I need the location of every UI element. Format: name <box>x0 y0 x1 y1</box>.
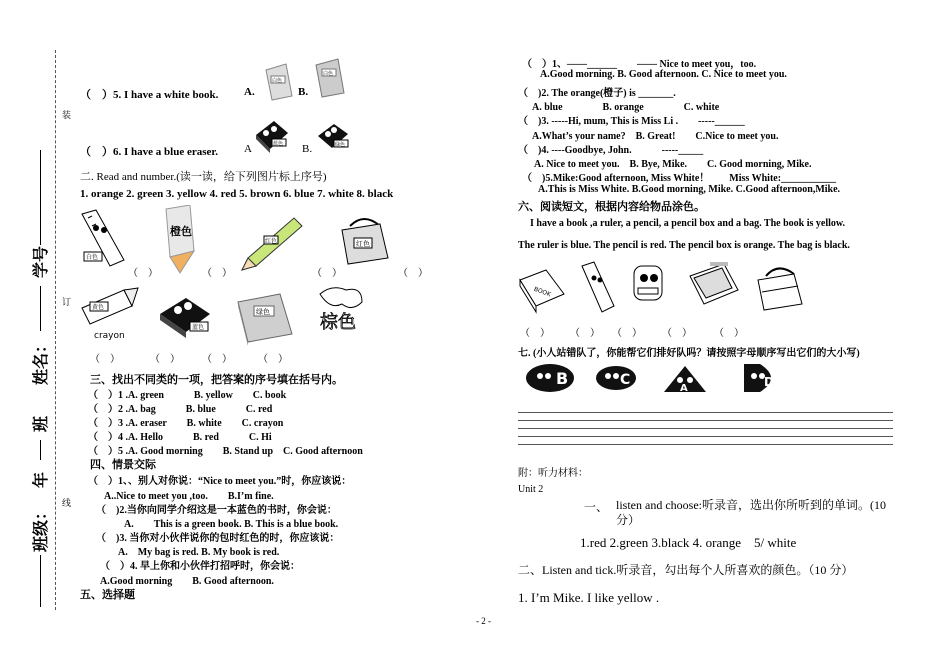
section5-title: 五、选择题 <box>80 589 135 601</box>
brown-word-image <box>312 284 366 338</box>
section4-q1-options: A..Nice to meet you ,too. B.I’m fine. <box>104 491 274 502</box>
answer-line-2[interactable] <box>518 420 893 421</box>
dialog-q3-options: A.What’s your name? B. Great! C.Nice to meet you. <box>532 131 779 142</box>
q6-option-a: A <box>244 143 252 155</box>
listening-1-words: 1.red 2.green 3.black 4. orange 5/ white <box>580 535 797 550</box>
section3-item-2: （ ）2 .A. bag B. blue C. red <box>88 404 273 415</box>
section2-color-list: 1. orange 2. green 3. yellow 4. red 5. brown 6. blue 7. white 8. black <box>80 188 394 200</box>
section6-title: 六、阅读短文，根据内容给物品涂色。 <box>518 201 705 213</box>
margin-zhuang: 装 <box>62 110 72 120</box>
white-book-label: 白色 <box>272 78 283 84</box>
ruler-label: 白色 <box>86 254 99 261</box>
book-word: BOOK <box>532 285 552 299</box>
section3-item-4: （ ）4 .A. Hello B. red C. Hi <box>88 432 272 443</box>
dialog-q2: （ )2. The orange(橙子) is _______. <box>518 88 676 99</box>
paren-5: （ ） <box>90 354 120 365</box>
paren-4: （ ） <box>398 268 428 279</box>
name-line <box>40 286 41 331</box>
pencil-sharpener-image <box>628 262 670 308</box>
q6-option-b: B. <box>302 143 313 155</box>
unit-label: Unit 2 <box>518 484 544 495</box>
dialog-q2-options: A. blue B. orange C. white <box>532 102 720 113</box>
student-id-line <box>40 150 41 245</box>
eraser-blue-label: 蓝色 <box>192 324 205 331</box>
paren-r3: （ ） <box>612 328 642 339</box>
dialog-q4-options: A. Nice to meet you. B. Bye, Mike. C. Good morning, Mike. <box>534 159 812 170</box>
dialog-q1-options: A.Good morning. B. Good afternoon. C. Nice to meet you. <box>540 69 787 80</box>
yellow-label: 黄色 <box>92 304 105 311</box>
bag-image-color <box>752 262 806 312</box>
listening-2-title: 二、Listen and tick.听录音，勾出每个人所喜欢的颜色。（10 分） <box>518 563 854 577</box>
section4-q3: （ )3. 当你对小伙伴说你的包时红色的时，你应该说： <box>96 533 340 544</box>
paren-r4: （ ） <box>662 328 692 339</box>
paren-r1: （ ） <box>520 328 550 339</box>
answer-line-3[interactable] <box>518 428 893 429</box>
listening-1-num: 一、 <box>584 500 609 514</box>
section6-passage-1: I have a book ,a ruler, a pencil, a pencil box and a bag. The book is yellow. <box>530 218 846 229</box>
book-green-image <box>232 290 298 346</box>
section6-passage-2: The ruler is blue. The pencil is red. The pencil box is orange. The bag is black. <box>518 240 850 251</box>
eraser-a-label: 蓝色 <box>273 141 284 147</box>
section4-q3-options: A. My bag is red. B. My book is red. <box>118 547 280 558</box>
bag-label: 红色 <box>356 240 370 248</box>
letter-c: C <box>620 372 631 388</box>
listening-2-sentence-1: 1. I’m Mike. I like yellow . <box>518 590 660 605</box>
letter-d-character <box>740 362 784 394</box>
section4-q1: （ ）1、、别人对你说：“Nice to meet you.”时，你应该说： <box>88 476 352 487</box>
paren-r5: （ ） <box>714 328 744 339</box>
dialog-q5-options: A.This is Miss White. B.Good morning, Mike. C.Good afternoon,Mike. <box>538 184 841 195</box>
paren-r2: （ ） <box>570 328 600 339</box>
paren-8: （ ） <box>258 354 288 365</box>
section4-q2: （ )2.当你向同学介绍这是一本蓝色的书时，你会说： <box>96 505 337 516</box>
letter-c-character <box>594 364 638 392</box>
appendix-title: 附：听力材料： <box>518 468 588 479</box>
year-label: 年 <box>33 471 50 488</box>
class-label: 班级： <box>33 503 50 552</box>
section4-q4-options: A.Good morning B. Good afternoon. <box>100 576 274 587</box>
ban-label: 班 <box>33 415 50 432</box>
section3-title: 三、找出不同类的一项，把答案的序号填在括号内。 <box>90 374 343 386</box>
dialog-q4: （ )4. ----Goodbye, John. -----_____ <box>518 145 704 156</box>
q5-option-a: A. <box>244 86 255 98</box>
letter-b-character <box>524 362 576 394</box>
white-book-image-b <box>312 55 346 100</box>
listening-1-title: listen and choose:听录音，选出你所听到的单词。(10 <box>616 498 886 512</box>
class-line <box>40 555 41 607</box>
page-number: - 2 - <box>476 616 491 626</box>
paren-7: （ ） <box>202 354 232 365</box>
pencil-label: 红色 <box>265 238 278 245</box>
crayon-yellow-image <box>80 286 140 342</box>
year-line <box>40 440 41 460</box>
section3-item-1: （ ）1 .A. green B. yellow C. book <box>88 390 287 401</box>
orange-label: 橙色 <box>170 225 192 238</box>
student-id-label: 学号 <box>33 245 50 278</box>
binding-line <box>55 50 56 610</box>
book-green-label: 绿色 <box>256 308 270 316</box>
margin-xian: 线 <box>62 498 72 508</box>
eraser-image-a <box>252 115 292 155</box>
letter-a-character <box>660 364 710 394</box>
ruler-image <box>78 208 128 270</box>
letter-a: A <box>680 383 688 394</box>
margin-ding: 订 <box>62 297 72 307</box>
book-image-color <box>516 266 568 314</box>
answer-line-5[interactable] <box>518 444 893 445</box>
eraser-image-blue <box>156 292 216 342</box>
white-book-b-label: 白色 <box>323 71 334 77</box>
section4-title: 四、情景交际 <box>90 459 156 471</box>
paren-2: （ ） <box>202 268 232 279</box>
paren-1: （ ） <box>128 268 158 279</box>
dialog-q1: （ ）1、——______ —— Nice to meet you，too. <box>522 59 757 70</box>
bag-image <box>336 212 392 266</box>
dialog-q5: （ )5.Mike:Good afternoon, Miss White！ Miss White:___________ <box>522 173 837 184</box>
white-book-image <box>262 60 294 102</box>
answer-line-1[interactable] <box>518 412 893 413</box>
name-label: 姓名： <box>33 336 50 385</box>
crayon-orange-image <box>160 205 202 275</box>
ruler-image-color <box>578 260 618 316</box>
section4-q2-options: A. This is a green book. B. This is a blue book. <box>124 519 339 530</box>
brown-label: 棕色 <box>320 312 356 333</box>
section2-title: 二. Read and number.(读一读，给下列图片标上序号) <box>80 171 327 183</box>
q6-text: （ ）6. I have a blue eraser. <box>80 146 219 158</box>
q5-text: （ ）5. I have a white book. <box>80 89 219 101</box>
q5-option-b: B. <box>298 86 309 98</box>
section3-item-5: （ ）5 .A. Good morning B. Stand up C. Good afternoon <box>88 446 363 457</box>
section3-item-3: （ ）3 .A. eraser B. white C. crayon <box>88 418 284 429</box>
section7-title: 七. (小人站错队了，你能帮它们排好队吗？请按照字母顺序写出它们的大小写) <box>518 348 860 359</box>
crayon-word: crayon <box>94 331 125 341</box>
listening-1-title-cont: 分） <box>616 513 641 527</box>
pencil-box-image <box>686 260 742 310</box>
letter-b: B <box>556 369 569 388</box>
paren-3: （ ） <box>312 268 342 279</box>
letter-d: D <box>764 375 774 389</box>
dialog-q3: （ )3. -----Hi, mum, This is Miss Li . -----______ <box>518 116 745 127</box>
paren-6: （ ） <box>150 354 180 365</box>
eraser-b-label: 绿色 <box>335 142 346 148</box>
section4-q4: （ ）4. 早上你和小伙伴打招呼时，你会说： <box>100 561 300 572</box>
pencil-image <box>236 212 306 274</box>
eraser-image-b <box>314 118 354 154</box>
answer-line-4[interactable] <box>518 436 893 437</box>
